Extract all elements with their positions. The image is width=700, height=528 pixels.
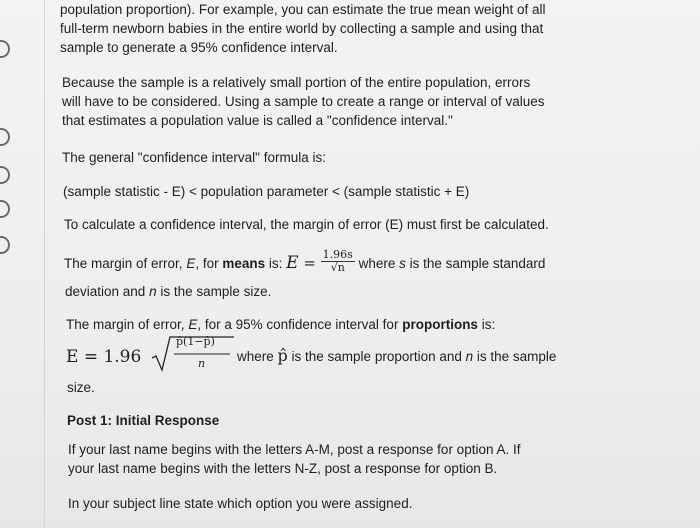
sqrt-denominator: n bbox=[198, 357, 206, 370]
text: is: bbox=[477, 317, 496, 332]
page-edge bbox=[44, 0, 45, 528]
general-formula: (sample statistic - E) < population parameter < (sample statistic + E) bbox=[63, 184, 470, 199]
means-formula-line bbox=[64, 247, 546, 274]
post-line-2: your last name begins with the letters N-Z, post a response for option B. bbox=[68, 461, 498, 476]
text: is the sample proportion and bbox=[287, 349, 466, 364]
post-line-3: In your subject line state which option you were assigned. bbox=[68, 496, 413, 511]
para2-line-2: will have to be considered. Using a sample to create a range or interval of values bbox=[62, 94, 545, 109]
margin-intro: To calculate a confidence interval, the margin of error (E) must first be calculated. bbox=[64, 217, 549, 232]
text: where bbox=[358, 256, 400, 271]
text: The margin of error, bbox=[64, 256, 187, 271]
post-heading: Post 1: Initial Response bbox=[67, 413, 220, 428]
proportions-where bbox=[237, 346, 556, 367]
symbol-E: E bbox=[188, 317, 198, 332]
para2-line-3: that estimates a population value is called a "confidence interval." bbox=[62, 113, 453, 128]
sqrt-numerator: p̂(1−p̂) bbox=[176, 335, 215, 348]
symbol-n: n bbox=[465, 349, 474, 364]
intro-line-1: population proportion). For example, you can estimate the true mean weight of all bbox=[60, 2, 546, 17]
symbol-phat: p̂ bbox=[277, 346, 288, 365]
text: deviation and bbox=[65, 284, 150, 299]
text: , for bbox=[195, 256, 223, 271]
text: where bbox=[237, 349, 278, 364]
formula-lhs: E bbox=[286, 253, 299, 273]
binder-ring bbox=[0, 236, 10, 254]
proportions-heading bbox=[66, 315, 495, 335]
binder-ring bbox=[0, 128, 10, 146]
intro-line-2: full-term newborn babies in the entire world by collecting a sample and using that bbox=[60, 21, 544, 36]
text: , for a 95% confidence interval for bbox=[197, 317, 403, 332]
post-line-1: If your last name begins with the letters A-M, post a response for option A. If bbox=[68, 442, 521, 457]
fraction-numerator: 1.96s bbox=[322, 247, 353, 261]
symbol-E: E bbox=[186, 256, 196, 271]
binder-ring bbox=[0, 200, 10, 218]
proportions-formula-lhs: E = 1.96 bbox=[66, 347, 142, 367]
intro-line-3: sample to generate a 95% confidence interval. bbox=[60, 40, 338, 55]
symbol-n: n bbox=[149, 284, 157, 299]
text: is: bbox=[265, 256, 287, 271]
proportions-line-2: size. bbox=[67, 380, 95, 395]
general-formula-heading: The general "confidence interval" formula is: bbox=[62, 150, 326, 165]
text: is the sample size. bbox=[156, 284, 272, 299]
bold-term: means bbox=[222, 256, 266, 271]
means-fraction bbox=[321, 249, 355, 274]
fraction-denominator: √n bbox=[330, 260, 345, 274]
text: The margin of error, bbox=[66, 317, 189, 332]
para2-line-1: Because the sample is a relatively small portion of the entire population, errors bbox=[62, 75, 531, 90]
binder-ring bbox=[0, 40, 10, 58]
binder-ring bbox=[0, 166, 10, 184]
means-line-2 bbox=[65, 282, 271, 302]
formula-equals: = bbox=[298, 254, 321, 272]
text: is the sample bbox=[473, 349, 557, 364]
symbol-s: s bbox=[399, 256, 406, 271]
bold-term: proportions bbox=[402, 317, 478, 332]
text: is the sample standard bbox=[405, 256, 546, 271]
